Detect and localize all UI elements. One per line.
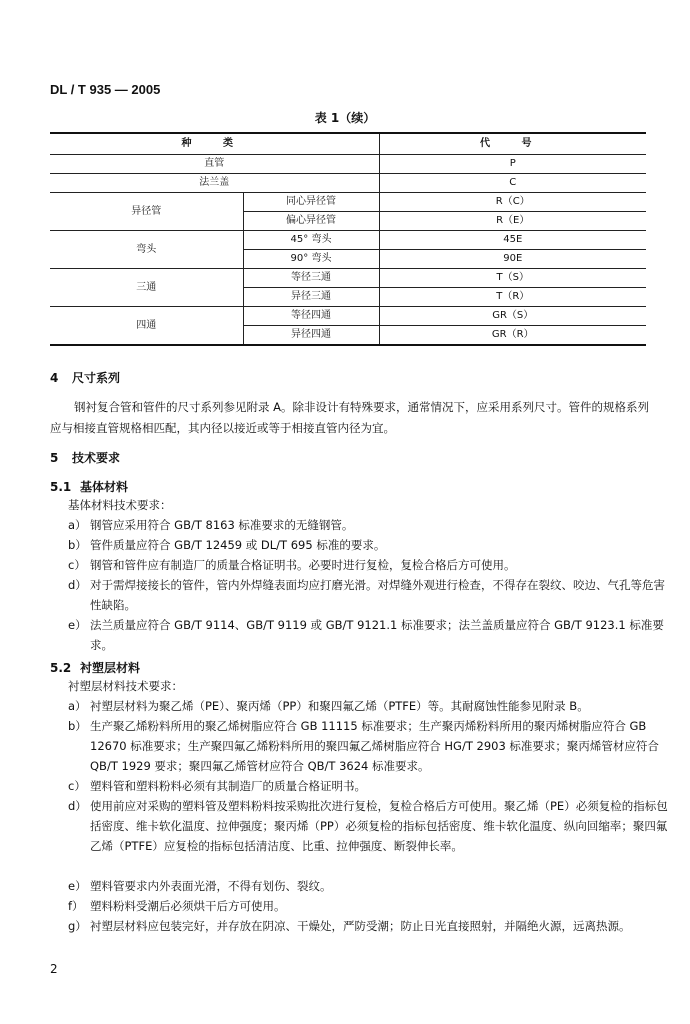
col-header-code: 代 号 xyxy=(379,133,646,155)
cell-code: T（R） xyxy=(379,288,646,307)
subsection-5-1-intro: 基体材料技术要求： xyxy=(68,498,172,512)
page-number: 2 xyxy=(50,962,58,976)
col-header-type: 种 类 xyxy=(50,133,379,155)
cell-code: R（E） xyxy=(379,212,646,231)
cell-code: GR（R） xyxy=(379,326,646,346)
section-4-heading xyxy=(50,369,120,386)
table-caption: 表 1（续） xyxy=(314,111,376,125)
cell-code: GR（S） xyxy=(379,307,646,326)
cell-subtype: 90° 弯头 xyxy=(243,250,379,269)
subsection-5-1-heading xyxy=(50,478,128,495)
section-number: 4 xyxy=(50,371,59,385)
subsection-title: 衬塑层材料 xyxy=(80,661,141,675)
subsection-5-2-heading xyxy=(50,659,140,676)
subsection-number: 5.2 xyxy=(50,661,72,675)
list-text: 塑料管要求内外表面光滑，不得有划伤、裂纹。 xyxy=(90,879,332,893)
list-text: 衬塑层材料应包装完好，并存放在阴凉、干燥处，严防受潮；防止日光直接照射，并隔绝火源，远离热源。 xyxy=(90,919,631,933)
standard-code: DL / T 935 — 2005 xyxy=(50,82,161,97)
cell-category: 法兰盖 xyxy=(50,174,379,193)
list-item xyxy=(68,515,670,535)
cell-subtype: 异径四通 xyxy=(243,326,379,346)
cell-category: 弯头 xyxy=(50,231,243,269)
cell-subtype: 等径四通 xyxy=(243,307,379,326)
list-marker: f） xyxy=(68,899,84,913)
list-item xyxy=(68,776,670,796)
list-item xyxy=(68,555,670,575)
list-text: 衬塑层材料为聚乙烯（PE）、聚丙烯（PP）和聚四氟乙烯（PTFE）等。其耐腐蚀性能参见附录 B。 xyxy=(90,699,589,713)
cell-subtype: 45° 弯头 xyxy=(243,231,379,250)
cell-code: T（S） xyxy=(379,269,646,288)
list-marker: b） xyxy=(68,719,87,733)
list-marker: c） xyxy=(68,779,86,793)
list-item xyxy=(68,896,670,916)
list-text: 塑料管和塑料粉料必须有其制造厂的质量合格证明书。 xyxy=(90,779,366,793)
list-item xyxy=(68,575,670,615)
cell-code: R（C） xyxy=(379,193,646,212)
cell-category: 直管 xyxy=(50,155,379,174)
cell-code: 90E xyxy=(379,250,646,269)
list-text: 法兰质量应符合 GB/T 9114、GB/T 9119 或 GB/T 9121.1 标准要求；法兰盖质量应符合 GB/T 9123.1 标准要求。 xyxy=(90,618,664,652)
section-title: 尺寸系列 xyxy=(72,371,121,385)
table-row xyxy=(50,193,646,212)
list-text: 使用前应对采购的塑料管及塑料粉料按采购批次进行复检，复检合格后方可使用。聚乙烯（PE）必须复检的指标包括密度、维卡软化温度、拉伸强度；聚丙烯（PP）必须复检的指标包括密度、维卡软化温度、纵向回缩率；聚四氟乙烯（PTFE）应复检的指标包括清洁度、比重、拉伸强度、断裂伸长率。 xyxy=(90,799,668,853)
list-marker: e） xyxy=(68,618,87,632)
subsection-number: 5.1 xyxy=(50,480,72,494)
cell-subtype: 同心异径管 xyxy=(243,193,379,212)
list-text: 管件质量应符合 GB/T 12459 或 DL/T 695 标准的要求。 xyxy=(90,538,386,552)
cell-subtype: 偏心异径管 xyxy=(243,212,379,231)
list-item xyxy=(68,716,670,776)
list-text: 生产聚乙烯粉料所用的聚乙烯树脂应符合 GB 11115 标准要求；生产聚丙烯粉料所用的聚丙烯树脂应符合 GB 12670 标准要求；生产聚四氟乙烯粉料所用的聚四氟乙烯树脂应符合 HG/T 2903 标准要求；聚丙烯管材应符合 QB/T 1929 要求；聚四氟乙烯管材应符合 QB/T 3624 标准要求。 xyxy=(90,719,659,773)
list-text: 对于需焊接接长的管件，管内外焊缝表面均应打磨光滑。对焊缝外观进行检查，不得存在裂纹、咬边、气孔等危害性缺陷。 xyxy=(90,578,665,612)
subsection-5-2-intro: 衬塑层材料技术要求： xyxy=(68,679,183,693)
cell-code: P xyxy=(379,155,646,174)
table-row xyxy=(50,269,646,288)
table-row xyxy=(50,155,646,174)
list-text: 塑料粉料受潮后必须烘干后方可使用。 xyxy=(90,899,286,913)
section-number: 5 xyxy=(50,451,59,465)
list-marker: a） xyxy=(68,518,87,532)
list-text: 钢管和管件应有制造厂的质量合格证明书。必要时进行复检，复检合格后方可使用。 xyxy=(90,558,516,572)
list-item xyxy=(68,876,670,896)
cell-subtype: 等径三通 xyxy=(243,269,379,288)
section-4-body: 钢衬复合管和管件的尺寸系列参见附录 A。除非设计有特殊要求，通常情况下，应采用系列尺寸。管件的规格系列应与相接直管规格相匹配，其内径以接近或等于相接直管内径为宜。 xyxy=(50,400,650,435)
list-marker: e） xyxy=(68,879,87,893)
cell-code: 45E xyxy=(379,231,646,250)
table-row xyxy=(50,231,646,250)
cell-subtype: 异径三通 xyxy=(243,288,379,307)
list-marker: d） xyxy=(68,578,87,592)
list-item xyxy=(68,796,670,856)
list-text: 钢管应采用符合 GB/T 8163 标准要求的无缝钢管。 xyxy=(90,518,354,532)
section-5-heading xyxy=(50,449,120,466)
table-header-row xyxy=(50,133,646,155)
list-marker: c） xyxy=(68,558,86,572)
subsection-title: 基体材料 xyxy=(80,480,129,494)
cell-category: 四通 xyxy=(50,307,243,346)
table-row xyxy=(50,174,646,193)
section-title: 技术要求 xyxy=(72,451,121,465)
list-item xyxy=(68,916,670,936)
list-marker: b） xyxy=(68,538,87,552)
list-item xyxy=(68,615,670,655)
cell-code: C xyxy=(379,174,646,193)
list-item xyxy=(68,535,670,555)
list-marker: a） xyxy=(68,699,87,713)
cell-category: 三通 xyxy=(50,269,243,307)
list-marker: d） xyxy=(68,799,87,813)
cell-category: 异径管 xyxy=(50,193,243,231)
table-row xyxy=(50,307,646,326)
list-marker: g） xyxy=(68,919,87,933)
spec-table xyxy=(50,132,646,346)
list-item xyxy=(68,696,670,716)
